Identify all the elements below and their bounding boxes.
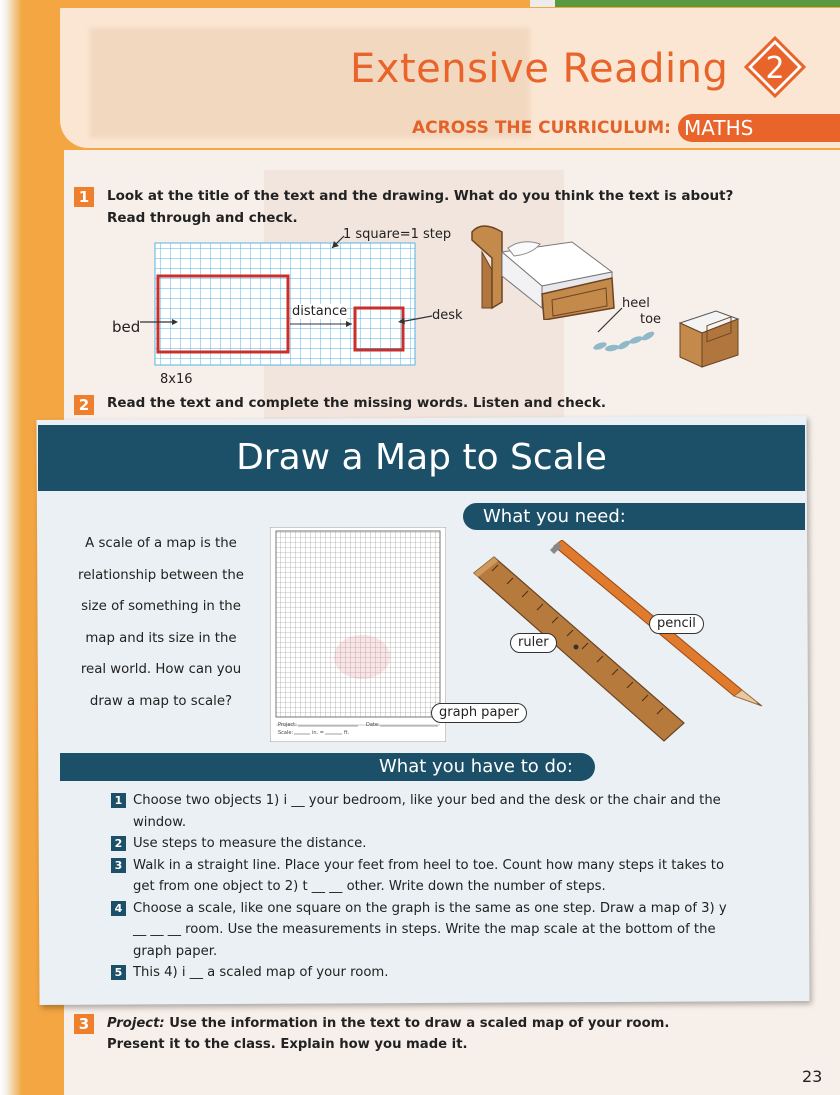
list-item — [111, 898, 731, 963]
intro-line: relationship between the — [78, 567, 244, 583]
square-arrow-icon — [328, 232, 348, 252]
section-3-project — [107, 1013, 669, 1055]
gp-scale-units: in. = — [312, 730, 324, 736]
heel-label: heel — [622, 296, 650, 311]
unit-number-badge — [744, 36, 806, 98]
subtitle: ACROSS THE CURRICULUM: — [412, 118, 671, 138]
section-1-line-2: Read through and check. — [107, 210, 298, 226]
step-text: Walk in a straight line. Place your feet from heel to toe. Count how many steps it takes to get from one object to 2) t __ __ other. Write down the number of steps. — [133, 857, 725, 894]
intro-line: draw a map to scale? — [89, 693, 233, 709]
project-line-1 — [107, 1013, 669, 1034]
graph-paper-label: graph paper — [431, 703, 527, 723]
step-text: Choose a scale, like one square on the graph is the same as one step. Draw a map of 3) y __ __ __ room. Use the measurements in steps. Write the map scale at the bottom of the graph paper. — [133, 900, 727, 959]
project-line-2: Present it to the class. Explain how you made it. — [107, 1037, 468, 1052]
step-text: Choose two objects 1) i __ your bedroom, like your bed and the desk or the chair and the window. — [133, 793, 721, 830]
card-title: Draw a Map to Scale — [236, 437, 607, 478]
section-1-line-1: Look at the title of the text and the drawing. What do you think the text is about? — [107, 188, 734, 204]
intro-line: A scale of a map is the — [85, 536, 237, 551]
section-1-instructions — [107, 185, 757, 229]
distance-label: distance — [292, 304, 348, 319]
list-item — [111, 790, 731, 833]
step-number: 5 — [111, 965, 126, 980]
step-text: This 4) i __ a scaled map of your room. — [133, 965, 389, 980]
subject-badge: MATHS — [678, 114, 840, 142]
desk-illustration — [676, 305, 742, 373]
gp-project-label: Project: — [278, 722, 297, 728]
page-number: 23 — [802, 1067, 823, 1086]
what-you-have-to-do-heading: What you have to do: — [60, 753, 595, 781]
step-number: 4 — [111, 901, 126, 916]
green-top-strip — [555, 0, 840, 7]
section-2-number: 2 — [74, 395, 94, 415]
step-text: Use steps to measure the distance. — [133, 836, 367, 851]
gp-date-label: Date: — [366, 722, 380, 728]
pencil-label: pencil — [649, 614, 704, 634]
toe-label: toe — [640, 312, 662, 327]
bed-illustration — [462, 212, 622, 320]
size-label: 8x16 — [160, 372, 193, 387]
what-you-need-heading: What you need: — [463, 503, 805, 530]
gp-scale-end: ft. — [344, 730, 350, 736]
step-number: 3 — [111, 858, 126, 873]
step-number: 2 — [111, 836, 126, 851]
bed-arrow-icon — [140, 316, 180, 328]
room-grid-diagram — [150, 238, 420, 370]
desk-arrow-icon — [396, 312, 432, 326]
list-item — [111, 833, 731, 855]
heel-arrow-icon — [594, 306, 624, 336]
page-edge-shadow — [0, 0, 22, 1095]
unit-number: 2 — [765, 51, 785, 86]
intro-line: map and its size in the — [85, 630, 237, 646]
list-item — [111, 962, 731, 984]
project-label: Project: — [107, 1016, 165, 1031]
section-3-number: 3 — [74, 1014, 94, 1034]
section-2-instructions: Read the text and complete the missing words. Listen and check. — [107, 395, 606, 411]
graph-paper-illustration — [270, 527, 446, 742]
square-step-label: 1 square=1 step — [343, 227, 452, 242]
bed-label: bed — [112, 318, 141, 336]
intro-line: real world. How can you — [80, 662, 242, 677]
ruler-label: ruler — [510, 633, 557, 653]
gp-scale-label: Scale: — [278, 730, 294, 736]
desk-label: desk — [432, 308, 463, 323]
step-number: 1 — [111, 793, 126, 808]
project-text-1: Use the information in the text to draw a scaled map of your room. — [164, 1016, 670, 1031]
card-title-bar — [38, 425, 805, 491]
steps-list — [111, 790, 731, 984]
intro-line: size of something in the — [81, 599, 241, 614]
list-item — [111, 855, 731, 898]
intro-paragraph — [70, 528, 252, 717]
page-title: Extensive Reading — [350, 46, 729, 92]
section-1-number: 1 — [74, 187, 94, 207]
